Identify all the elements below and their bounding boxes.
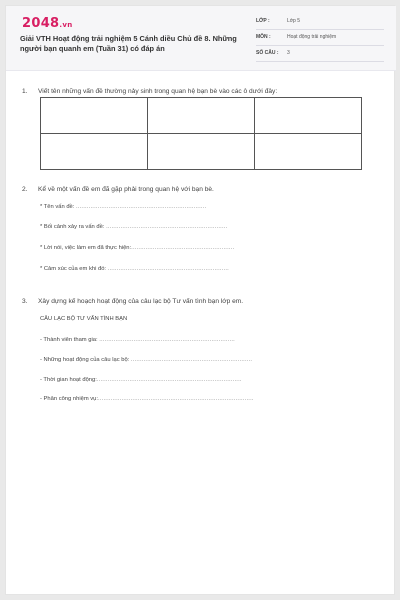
table-cell[interactable] xyxy=(148,98,255,134)
q3-item-activities xyxy=(40,357,252,363)
document-meta xyxy=(256,18,384,66)
q3-item-label: - Thành viên tham gia: xyxy=(40,337,100,343)
meta-key-subject: MÔN : xyxy=(256,34,271,40)
answer-blank[interactable]: ................................................................... xyxy=(107,266,229,272)
page-header xyxy=(6,6,396,71)
q3-item-label: - Những hoạt động của câu lạc bộ: xyxy=(40,357,131,363)
table-cell[interactable] xyxy=(148,134,255,170)
q3-item-schedule xyxy=(40,377,242,383)
answer-blank[interactable]: ................................................................... xyxy=(130,357,253,363)
document-title: Giải VTH Hoạt động trải nghiệm 5 Cánh diều Chủ đề 8. Những người bạn quanh em (Tuần 31) có đáp án xyxy=(20,34,237,53)
question-1 xyxy=(22,88,277,95)
meta-value-grade: Lớp 5 xyxy=(287,18,301,24)
q3-item-members xyxy=(40,337,235,343)
meta-row-subject xyxy=(256,34,384,46)
logo-text: 2048 xyxy=(22,16,60,31)
q3-item-label: - Phân công nhiệm vụ: xyxy=(40,396,99,402)
q3-item-assignments xyxy=(40,396,254,402)
meta-key-grade: LỚP : xyxy=(256,18,270,24)
logo-tld: .vn xyxy=(59,21,73,29)
q2-item-label: * Tên vấn đề: xyxy=(40,204,76,210)
q2-item-label: * Bối cảnh xảy ra vấn đề: xyxy=(40,224,107,230)
club-name: CÂU LẠC BỘ TƯ VẤN TÌNH BẠN xyxy=(40,316,128,322)
table-cell[interactable] xyxy=(41,134,148,170)
q2-item-feelings xyxy=(40,266,229,272)
question-1-number: 1. xyxy=(22,88,28,95)
document-page xyxy=(5,5,395,595)
q2-item-topic xyxy=(40,204,206,210)
site-logo[interactable] xyxy=(22,16,73,31)
q2-item-label: * Lời nói, việc làm em đã thực hiện: xyxy=(40,245,132,251)
question-2-number: 2. xyxy=(22,186,28,193)
question-3-text: Xây dựng kế hoạch hoạt động của câu lạc bộ Tư vấn tình bạn lớp em. xyxy=(38,298,244,305)
q2-item-context xyxy=(40,224,227,230)
question-2-text: Kể về một vấn đề em đã gặp phải trong quan hệ với bạn bè. xyxy=(38,186,214,193)
answer-blank[interactable]: ................................................................... xyxy=(106,224,228,230)
answer-table xyxy=(40,97,362,170)
q3-item-label: - Thời gian hoạt động: xyxy=(40,377,97,383)
answer-blank[interactable]: ...................................................................................... xyxy=(98,396,254,402)
table-cell[interactable] xyxy=(255,98,362,134)
meta-row-count xyxy=(256,50,384,62)
meta-value-subject: Hoạt động trải nghiệm xyxy=(287,34,337,40)
table-cell[interactable] xyxy=(255,134,362,170)
answer-blank[interactable]: ......................................................... xyxy=(131,245,235,251)
table-row xyxy=(41,134,362,170)
answer-blank[interactable]: ........................................................................... xyxy=(99,337,235,343)
meta-row-grade xyxy=(256,18,384,30)
table-row xyxy=(41,98,362,134)
meta-value-count: 3 xyxy=(287,50,290,56)
meta-key-count: SỐ CÂU : xyxy=(256,50,279,56)
answer-blank[interactable]: ........................................................................ xyxy=(76,204,207,210)
question-3-number: 3. xyxy=(22,298,28,305)
q2-item-actions xyxy=(40,245,234,251)
table-cell[interactable] xyxy=(41,98,148,134)
question-2 xyxy=(22,186,214,193)
answer-blank[interactable]: ................................................................................ xyxy=(96,377,242,383)
q2-item-label: * Cảm xúc của em khi đó: xyxy=(40,266,108,272)
question-1-text: Viết tên những vấn đề thường nảy sinh trong quan hệ bạn bè vào các ô dưới đây: xyxy=(38,88,278,95)
question-3 xyxy=(22,298,243,305)
